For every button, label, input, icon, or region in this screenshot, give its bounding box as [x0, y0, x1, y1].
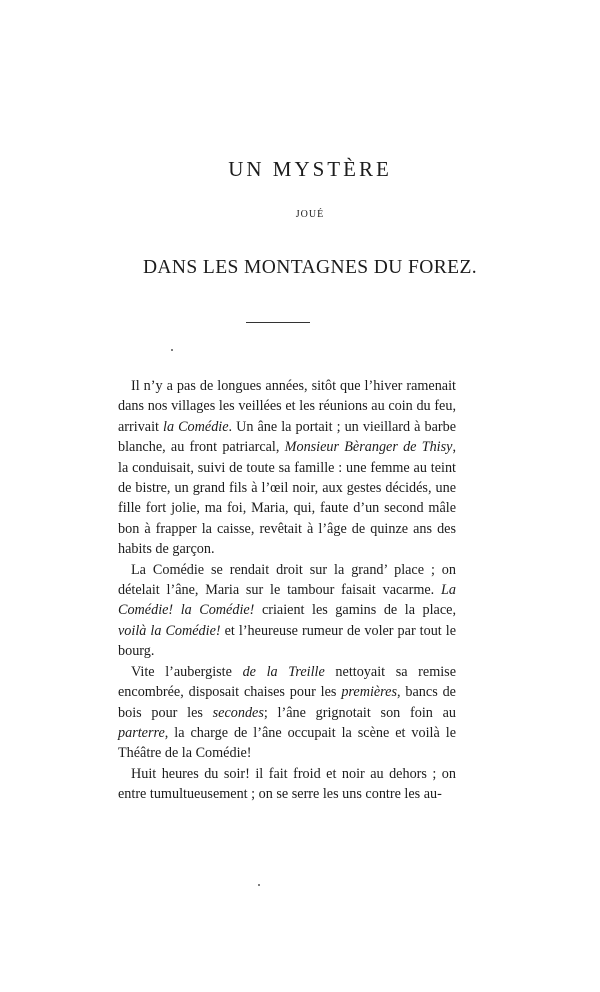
paper-speck: [171, 349, 173, 351]
italic-text-run: la Comédie: [163, 418, 229, 435]
text-run: . Un âne la portait ; un vieillard à barbe blanche, au front patriarcal,: [118, 418, 456, 456]
paragraph: [118, 662, 456, 764]
text-run: et l’heureuse rumeur de voler par tout le bourg.: [118, 622, 457, 660]
text-run: Il n’y a pas de longues années, sitôt que l’hiver ramenait dans nos villages les veillées et les réunions au coin du feu, arrivait: [118, 378, 456, 435]
paragraph: [118, 560, 456, 662]
italic-text-run: Monsieur Bèranger de Thisy: [284, 439, 453, 456]
body-text: [118, 376, 456, 805]
separator-rule: [246, 322, 310, 323]
text-run: nettoyait sa remise encombrée, disposait chaises pour les: [118, 663, 456, 701]
italic-text-run: premières: [341, 684, 397, 701]
italic-text-run: La Comédie! la Comédie!: [118, 582, 456, 619]
italic-text-run: secondes: [212, 704, 264, 721]
text-run: criaient les gamins de la place,: [254, 602, 456, 619]
chapter-title-line2: DANS LES MONTAGNES DU FOREZ.: [142, 257, 478, 278]
text-run: La Comédie se rendait droit sur la grand’ place ; on dételait l’âne, Maria sur le tambour faisait vacarme.: [118, 561, 456, 599]
italic-text-run: parterre: [118, 724, 165, 741]
text-run: , la conduisait, suivi de toute sa famille : une femme au teint de bistre, un grand fils à l’œil noir, aux gestes décidés, une fille fort jolie, ma foi, Maria, qui, faute d’un second mâle bon à frapper la caisse, revêtait à l’âge de quinze ans des habits de garçon.: [118, 439, 456, 558]
text-run: ; l’âne grignotait son foin au: [263, 704, 456, 721]
text-run: Huit heures du soir! il fait froid et noir au dehors ; on entre tumultueusement ; on se serre les uns contre les au-: [118, 765, 456, 803]
text-run: , la charge de l’âne occupait la scène et voilà le Théâtre de la Comédie!: [118, 724, 456, 762]
text-run: , bancs de bois pour les: [118, 684, 456, 721]
paragraph: [118, 764, 456, 805]
paper-speck: [258, 884, 260, 886]
chapter-subtitle: JOUÉ: [295, 209, 325, 220]
italic-text-run: de la Treille: [242, 663, 325, 680]
italic-text-run: voilà la Comédie!: [118, 622, 221, 639]
text-run: Vite l’aubergiste: [131, 663, 243, 680]
paragraph: [118, 376, 456, 560]
chapter-title: UN MYSTÈRE: [228, 157, 392, 181]
